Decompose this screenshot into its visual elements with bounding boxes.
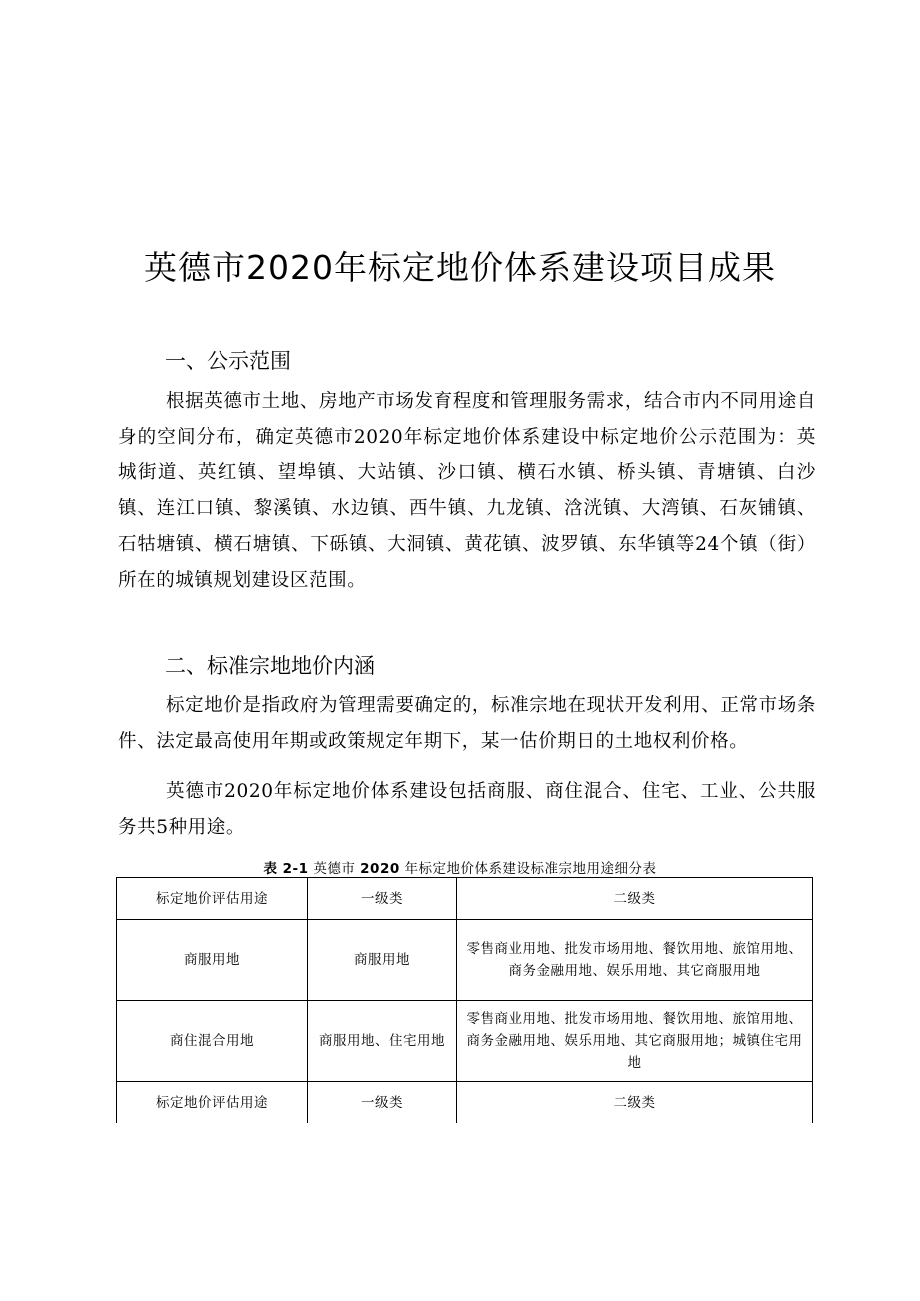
repeat-header-level-2: 二级类 [457, 1082, 813, 1124]
connotation-paragraph: 标定地价是指政府为管理需要确定的，标准宗地在现状开发利用、正常市场条件、法定最高使用年期或政策规定年期下，某一估价期日的土地权利价格。 [118, 695, 816, 752]
scope-paragraph: 根据英德市土地、房地产市场发育程度和管理服务需求，结合市内不同用途自身的空间分布，确定英德市2020年标定地价体系建设中标定地价公示范围为：英城街道、英红镇、望埠镇、大站镇、沙口镇、横石水镇、桥头镇、青塘镇、白沙镇、连江口镇、黎溪镇、水边镇、西牛镇、九龙镇、浛洸镇、大湾镇、石灰铺镇、石牯塘镇、横石塘镇、下砾镇、大洞镇、黄花镇、波罗镇、东华镇等24个镇（街）所在的城镇规划建设区范围。 [118, 391, 816, 591]
table-cell: 商住混合用地 [117, 1001, 308, 1082]
table-caption-rest: 年标定地价体系建设标准宗地用途细分表 [399, 861, 657, 877]
table-cell: 商服用地、住宅用地 [308, 1001, 457, 1082]
table-repeat-header-row [117, 1082, 813, 1124]
header-cell-valuation-use: 标定地价评估用途 [117, 878, 308, 920]
section-heading-connotation: 二、标准宗地地价内涵 [165, 654, 375, 678]
table-caption-year: 2020 [360, 861, 400, 877]
document-title: 英德市2020年标定地价体系建设项目成果 [144, 248, 776, 287]
table-caption [0, 857, 920, 877]
section-heading-scope: 一、公示范围 [165, 349, 291, 373]
table-row [117, 1001, 813, 1082]
table-cell: 零售商业用地、批发市场用地、餐饮用地、旅馆用地、商务金融用地、娱乐用地、其它商服用地 [457, 920, 813, 1001]
repeat-header-level-1: 一级类 [308, 1082, 457, 1124]
table-cell: 零售商业用地、批发市场用地、餐饮用地、旅馆用地、商务金融用地、娱乐用地、其它商服用地；城镇住宅用地 [457, 1001, 813, 1082]
header-cell-level-2: 二级类 [457, 878, 813, 920]
land-use-paragraph: 英德市2020年标定地价体系建设包括商服、商住混合、住宅、工业、公共服务共5种用途。 [118, 781, 816, 838]
table-caption-text: 英德市 [308, 861, 361, 877]
table-cell: 商服用地 [117, 920, 308, 1001]
repeat-header-valuation-use: 标定地价评估用途 [117, 1082, 308, 1124]
land-use-table [116, 877, 813, 1123]
table-header-row [117, 878, 813, 920]
header-cell-level-1: 一级类 [308, 878, 457, 920]
table-caption-number: 表 2-1 [263, 861, 309, 877]
table-row [117, 920, 813, 1001]
table-cell: 商服用地 [308, 920, 457, 1001]
